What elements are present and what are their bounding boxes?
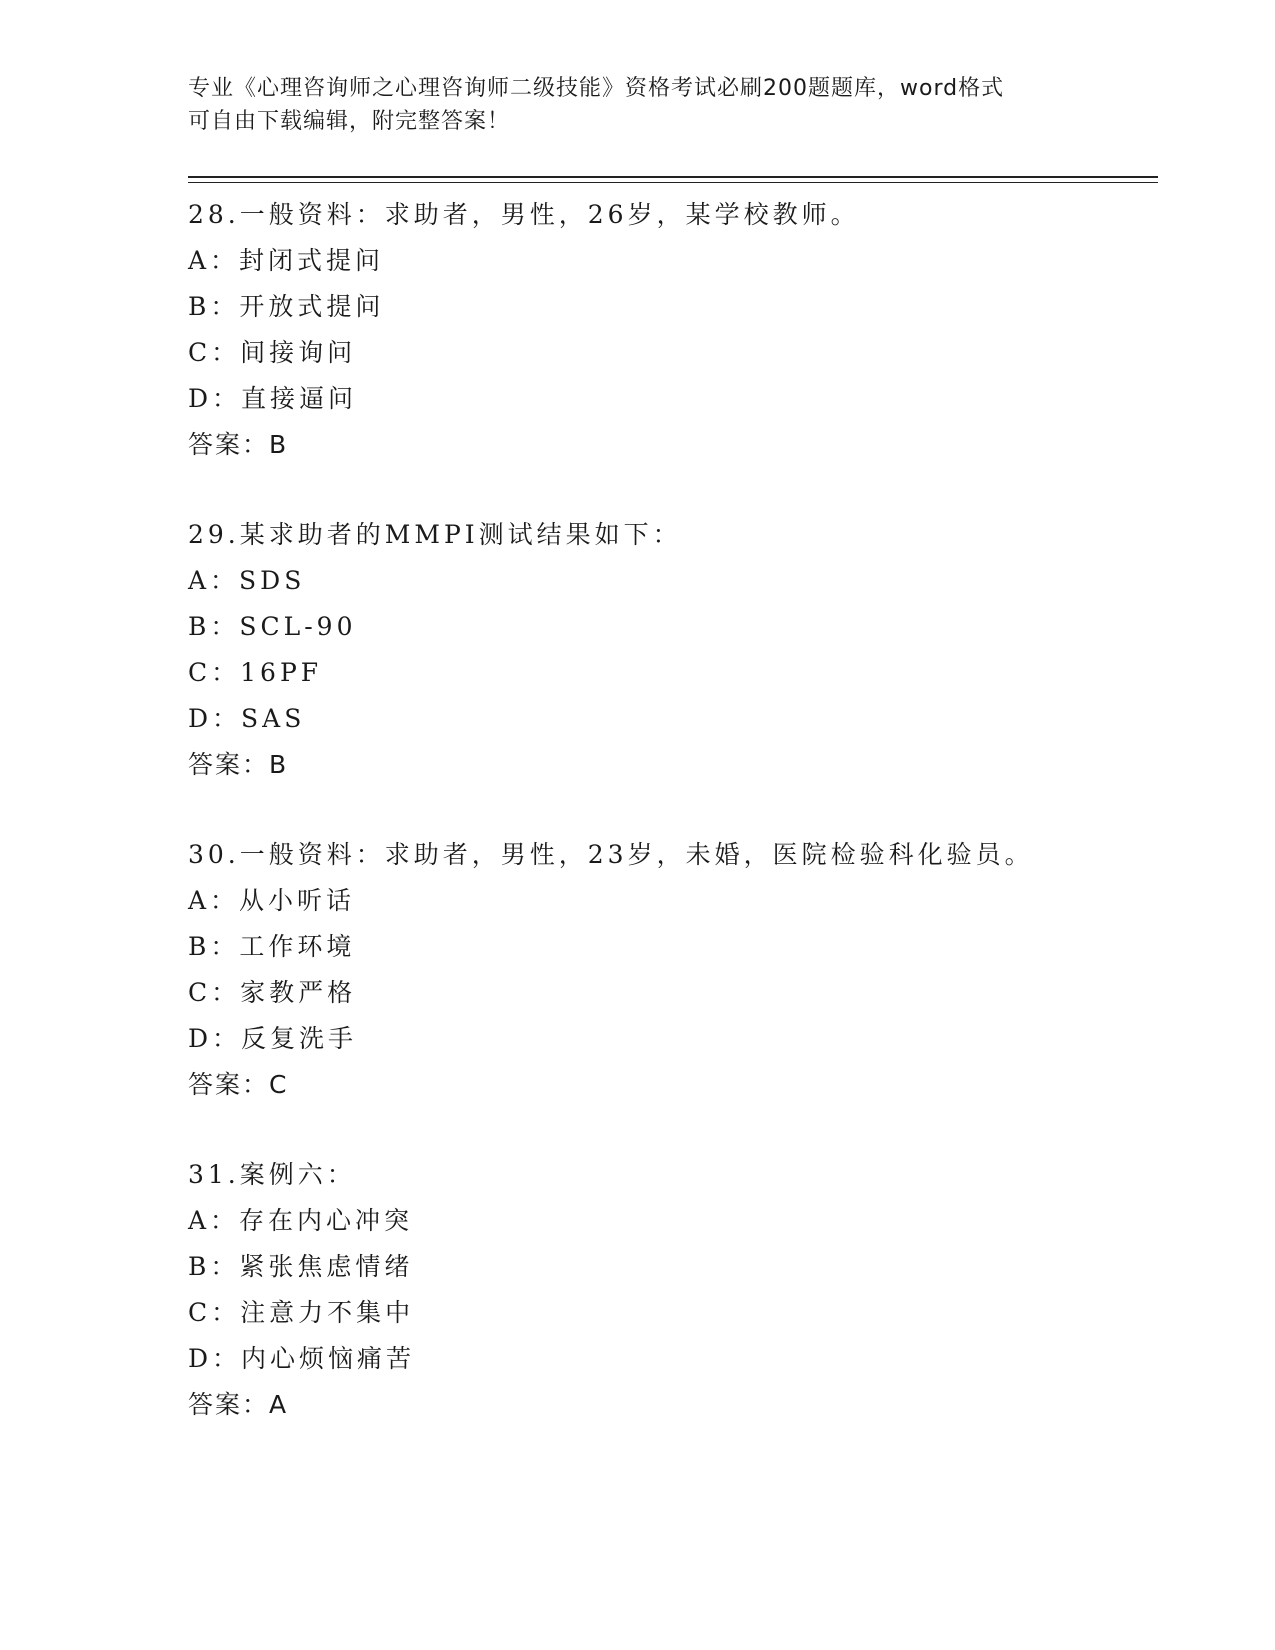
option-a: A：封闭式提问 [188,246,385,275]
question-30 [188,832,1148,1108]
option-c: C：家教严格 [188,978,357,1007]
question-31 [188,1152,1148,1428]
answer-line: 答案：A [188,1390,289,1419]
header-title-line-2: 可自由下载编辑，附完整答案！ [188,109,511,134]
question-28 [188,192,1148,468]
option-b: B：工作环境 [188,932,356,961]
option-d: D：直接逼问 [188,384,358,413]
question-stem: 30.一般资料：求助者，男性，23岁，未婚，医院检验科化验员。 [188,840,1034,869]
option-d: D：内心烦恼痛苦 [188,1344,416,1373]
option-b: B：开放式提问 [188,292,385,321]
question-list [188,192,1148,1472]
answer-line: 答案：B [188,430,289,459]
answer-line: 答案：C [188,1070,289,1099]
option-d: D：SAS [188,704,306,733]
option-b: B：SCL-90 [188,612,357,641]
header-divider-thin [188,182,1158,183]
option-c: C：16PF [188,658,323,687]
option-c: C：注意力不集中 [188,1298,415,1327]
question-stem: 29.某求助者的MMPI测试结果如下： [188,520,682,549]
question-stem: 28.一般资料：求助者，男性，26岁，某学校教师。 [188,200,860,229]
header-divider-thick [188,176,1158,178]
document-header [188,72,1068,138]
option-a: A：从小听话 [188,886,356,915]
question-stem: 31.案例六： [188,1160,356,1189]
header-title-line-1: 专业《心理咨询师之心理咨询师二级技能》资格考试必刷200题题库，word格式 [188,76,1005,101]
option-a: A：存在内心冲突 [188,1206,414,1235]
option-a: A：SDS [188,566,306,595]
option-d: D：反复洗手 [188,1024,358,1053]
answer-line: 答案：B [188,750,289,779]
option-c: C：间接询问 [188,338,357,367]
option-b: B：紧张焦虑情绪 [188,1252,414,1281]
question-29 [188,512,1148,788]
